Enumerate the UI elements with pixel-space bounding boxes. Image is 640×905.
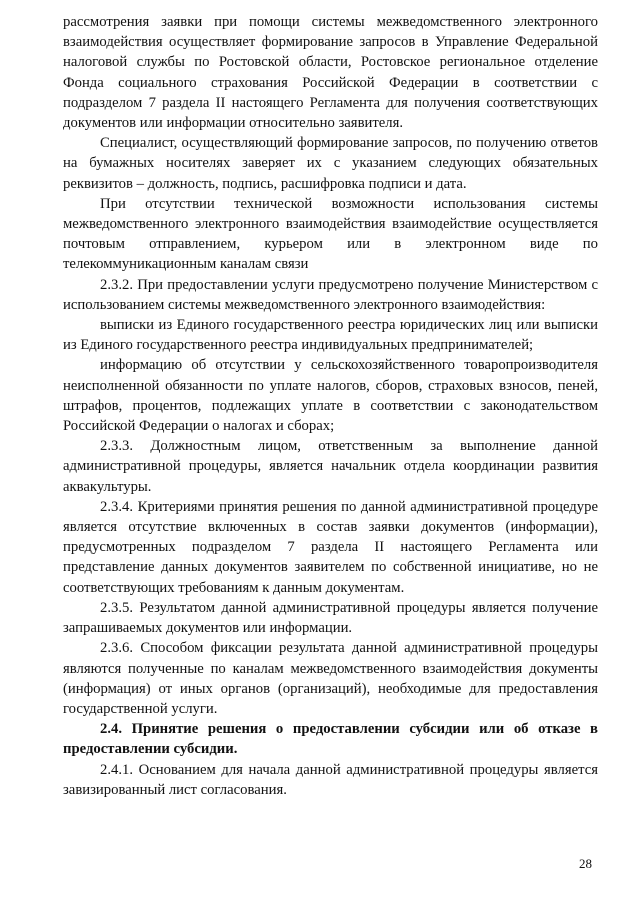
paragraph-5: выписки из Единого государственного реестра юридических лиц или выписки из Единого государственного реестра индивидуальных предпринимателей; [63, 317, 598, 354]
paragraph-3: При отсутствии технической возможности использования системы межведомственного электронного взаимодействия взаимодействие осуществляется почтовым отправлением, курьером или в электронном виде по телекоммуникационным каналам связи [63, 195, 598, 273]
paragraph-1: рассмотрения заявки при помощи системы межведомственного электронного взаимодействия осуществляет формирование запросов в Управление Федеральной налоговой службы по Ростовской области, Ростовское региональное отделение Фонда социального страхования Российской Федерации в соответствии с подразделом 7 раздела II настоящего Регламента для получения соответствующих документов или информации относительно заявителя. [63, 14, 598, 132]
paragraph-4: 2.3.2. При предоставлении услуги предусмотрено получение Министерством с использованием системы межведомственного электронного взаимодействия: [63, 276, 598, 313]
paragraph-10: 2.3.6. Способом фиксации результата данной административной процедуры являются полученные по каналам межведомственного взаимодействия документы (информация) от иных органов (организаций), необходимые для предоставления государственной услуги. [63, 640, 598, 717]
paragraph-12: 2.4.1. Основанием для начала данной административной процедуры является завизированный лист согласования. [63, 761, 598, 798]
section-heading: 2.4. Принятие решения о предоставлении субсидии или об отказе в предоставлении субсидии. [63, 721, 598, 758]
paragraph-6: информацию об отсутствии у сельскохозяйственного товаропроизводителя неисполненной обязанности по уплате налогов, сборов, страховых взносов, пеней, штрафов, процентов, подлежащих уплате в соответствии с законодательством Российской Федерации о налогах и сборах; [63, 357, 598, 435]
paragraph-2: Специалист, осуществляющий формирование запросов, по получению ответов на бумажных носителях заверяет их с указанием следующих обязательных реквизитов – должность, подпись, расшифровка подписи и дата. [63, 135, 598, 192]
paragraph-8: 2.3.4. Критериями принятия решения по данной административной процедуре является отсутствие включенных в состав заявки документов (информации), предусмотренных подразделом 7 раздела II настоящего Регламента или представление данных документов заявителем по собственной инициативе, но не соответствующих требованиям к данным документам. [63, 498, 598, 596]
paragraph-9: 2.3.5. Результатом данной административной процедуры является получение запрашиваемых документов или информации. [63, 599, 598, 637]
paragraph-7: 2.3.3. Должностным лицом, ответственным за выполнение данной административной процедуры, является начальник отдела координации развития аквакультуры. [63, 438, 598, 495]
page-number: 28 [579, 856, 592, 871]
document-body [63, 12, 598, 800]
